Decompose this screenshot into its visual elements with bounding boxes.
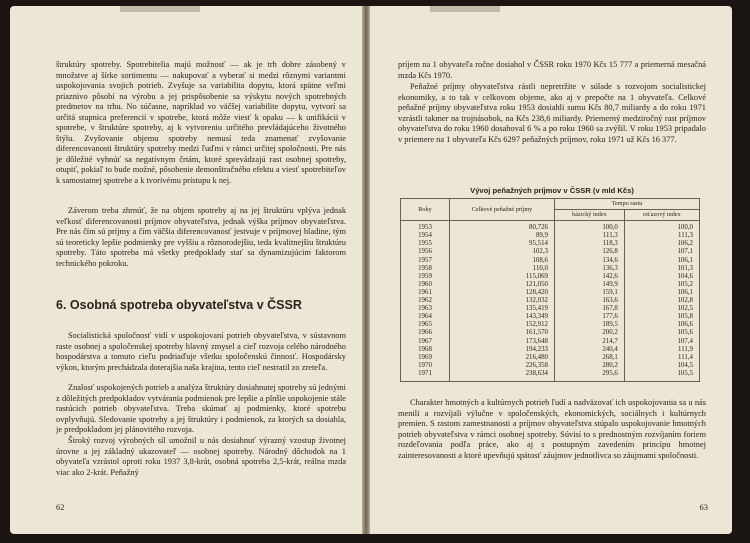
header-chain-index: reťazový index: [624, 210, 699, 221]
cell-base-index: 136,3: [555, 265, 625, 273]
table-row: [401, 354, 700, 362]
table-row: [401, 265, 700, 273]
header-year: Roky: [401, 199, 450, 221]
cell-base-index: 126,8: [555, 248, 625, 256]
table-row: [401, 257, 700, 265]
cell-year: 1971: [401, 370, 450, 382]
cell-chain-index: 102,8: [624, 297, 699, 305]
cell-year: 1953: [401, 221, 450, 233]
cell-year: 1956: [401, 248, 450, 256]
cell-year: 1966: [401, 329, 450, 337]
cell-base-index: 214,7: [555, 338, 625, 346]
cell-total: 143,349: [450, 313, 555, 321]
header-base-index: bázický index: [555, 210, 625, 221]
cell-total: 161,570: [450, 329, 555, 337]
cell-year: 1958: [401, 265, 450, 273]
cell-total: 108,6: [450, 257, 555, 265]
page-number: 63: [699, 502, 708, 512]
cell-chain-index: 106,6: [624, 321, 699, 329]
cell-total: 121,050: [450, 281, 555, 289]
cell-total: 226,358: [450, 362, 555, 370]
paragraph: Široký rozvoj výrobných síl umožnil u nás dosiahnuť výrazný vzostup životnej úrovne a jej základný ukazovateľ — osobnej spotreby. Národný dôchodok na 1 obyvateľa vzrástol oproti roku 1937 3,8-krát, osobná spotreba 2,5-krát, reálna mzda viac ako 2-krát. Peňažný: [56, 436, 346, 477]
book-gutter: [362, 6, 370, 534]
cell-chain-index: 105,5: [624, 370, 699, 382]
cell-total: 216,480: [450, 354, 555, 362]
cell-year: 1962: [401, 297, 450, 305]
paragraph: Socialistická spoločnosť vidí v uspokojovaní potrieb obyvateľstva, v sústavnom raste osobnej a spoločenskej spotreby hlavný zmysel a cieľ rozvoja celého národného hospodárstva a tomuto cieľu podriaďuje všetku spoločenskú činnosť. Hospodársky výkon, ktorým prechádzala doterajšia naša krajina, tento cieľ nestratil zo zreteľa.: [56, 331, 346, 372]
table-row: [401, 329, 700, 337]
cell-year: 1955: [401, 240, 450, 248]
cell-base-index: 200,2: [555, 329, 625, 337]
table-title: Vývoj peňažných príjmov v ČSSR (v mld Kčs): [470, 186, 634, 195]
table-row: [401, 362, 700, 370]
cell-base-index: 167,8: [555, 305, 625, 313]
cell-year: 1961: [401, 289, 450, 297]
cell-chain-index: 102,5: [624, 305, 699, 313]
paragraph: Záverom treba zhrnúť, že na objem spotreby aj na jej štruktúru vplýva jednak veľkosť diferencovanosti príjmov obyvateľstva, jednak výška príjmov obyvateľstva. Pre nás čím sú príjmy a čím väčšia diferencovanosť jestvuje v príjmovej hladine, tým sú teoreticky lepšie podmienky pre vyššiu a rôznorodejšiu, teda kvalitnejšiu štruktúru spotreby. Táto spotreba má všetky predpoklady stať sa dynamizujúcim faktorom technického pokroku.: [56, 206, 346, 268]
cell-chain-index: 111,9: [624, 346, 699, 354]
cell-chain-index: 105,8: [624, 313, 699, 321]
cell-total: 135,419: [450, 305, 555, 313]
table-row: [401, 305, 700, 313]
cell-base-index: 189,5: [555, 321, 625, 329]
cell-year: 1970: [401, 362, 450, 370]
cell-total: 128,420: [450, 289, 555, 297]
page-number: 62: [56, 502, 65, 512]
cell-total: 89,9: [450, 232, 555, 240]
table-row: [401, 273, 700, 281]
cell-base-index: 163,6: [555, 297, 625, 305]
cell-year: 1965: [401, 321, 450, 329]
cell-total: 80,726: [450, 221, 555, 233]
cell-base-index: 240,4: [555, 346, 625, 354]
cell-base-index: 280,2: [555, 362, 625, 370]
cell-chain-index: 111,4: [624, 354, 699, 362]
cell-year: 1967: [401, 338, 450, 346]
cell-total: 95,514: [450, 240, 555, 248]
table-row: [401, 346, 700, 354]
income-table: [400, 198, 700, 382]
cell-base-index: 134,6: [555, 257, 625, 265]
table-row: [401, 232, 700, 240]
cell-base-index: 159,1: [555, 289, 625, 297]
table-row: [401, 221, 700, 233]
cell-base-index: 142,6: [555, 273, 625, 281]
cell-base-index: 111,3: [555, 232, 625, 240]
cell-chain-index: 101,3: [624, 265, 699, 273]
cell-total: 132,032: [450, 297, 555, 305]
cell-chain-index: 105,6: [624, 329, 699, 337]
cell-chain-index: 100,0: [624, 221, 699, 233]
table-row: [401, 321, 700, 329]
right-page: [370, 6, 732, 534]
cell-chain-index: 107,1: [624, 248, 699, 256]
cell-chain-index: 106,2: [624, 240, 699, 248]
cell-chain-index: 106,1: [624, 289, 699, 297]
table-row: [401, 240, 700, 248]
cell-total: 173,648: [450, 338, 555, 346]
cell-year: 1959: [401, 273, 450, 281]
cell-year: 1957: [401, 257, 450, 265]
table-row: [401, 281, 700, 289]
table-row: [401, 313, 700, 321]
cell-year: 1960: [401, 281, 450, 289]
cell-total: 115,069: [450, 273, 555, 281]
paragraph: Peňažné príjmy obyvateľstva rástli nepretržite v súlade s rozvojom socialistickej ekonomiky, a to tak v celkovom objeme, ako aj v prepočte na 1 obyvateľa. Celkové peňažné príjmy obyvateľstva roku 1953 dosiahli sumu Kčs 80,7 miliardy a do roku 1971 vzrástli takmer na trojnásobok, na Kčs 238,6 miliardy. Priemerný medziročný rast príjmov obyvateľstva do roku 1960 dosahoval 6 % a po roku 1960 sa zvýšil. V roku 1953 pripadalo v priemere na 1 obyvateľa Kčs 6297 peňažných príjmov, roku 1971 už Kčs 16 377.: [398, 82, 706, 144]
cell-base-index: 268,1: [555, 354, 625, 362]
cell-total: 152,912: [450, 321, 555, 329]
cell-total: 238,634: [450, 370, 555, 382]
header-total: Celkové peňažné príjmy: [450, 199, 555, 221]
cell-total: 102,3: [450, 248, 555, 256]
cell-base-index: 118,3: [555, 240, 625, 248]
left-page: [10, 6, 362, 534]
cell-base-index: 100,0: [555, 221, 625, 233]
cell-year: 1968: [401, 346, 450, 354]
paragraph: Znalosť uspokojených potrieb a analýza štruktúry dosiahnutej spotreby sú jednými z dôležitých predpokladov vytvárania podmienok pre lepšie a plnšie uspokojenie stále rastúcich potrieb obyvateľstva. Treba skúmať aj podmienky, ktoré spotrebu ovplyvňujú. Sledovanie spotreby a jej štruktúry i podmienok, za ktorých sa dosiahla, je predpokladom jej plánovitého rozvoja.: [56, 383, 346, 435]
cell-base-index: 149,9: [555, 281, 625, 289]
cell-base-index: 177,6: [555, 313, 625, 321]
cell-total: 110,0: [450, 265, 555, 273]
cell-chain-index: 111,3: [624, 232, 699, 240]
cell-year: 1964: [401, 313, 450, 321]
table-row: [401, 338, 700, 346]
table-row: [401, 297, 700, 305]
paragraph: príjem na 1 obyvateľa ročne dosiahol v ČSSR roku 1970 Kčs 15 777 a priemerná mesačná mzda Kčs 1970.: [398, 60, 706, 80]
top-bleed-mark: [430, 6, 500, 12]
top-bleed-mark: [120, 6, 200, 12]
cell-chain-index: 104,5: [624, 362, 699, 370]
paragraph: Charakter hmotných a kultúrnych potrieb ľudí a nadväzovať ich uspokojovania sa u nás menili a rozvíjali výlučne v spoločenských, ekonomických, sociálnych i kultúrnych premien. S rastom zamestnanosti a príjmov obyvateľstva stúpalo uspokojovanie hmotných potrieb obyvateľstva v rámci osobnej spotreby. Súvisí to s prednostným rozvíjaním foriem rozdeľovania podľa práce, ako aj s postupným zavedením princípu hmotnej zainteresovanosti a ktoré upevňujú spätosť záujmov jednotlivca so záujmami spoločnosti.: [398, 398, 706, 460]
paragraph: štruktúry spotreby. Spotrebitelia majú možnosť — ak je trh dobre zásobený v množstve aj šírke sortimentu — nakupovať a vyberať si medzi rôznymi variantmi uspokojovania svojich potrieb. Zvyšuje sa variabilita dopytu, ktorá spätne veľmi priaznivo pôsobí na výrobu a jej prispôsobenie sa výskytu nových spotrebných predmetov na trhu. No súčasne, napríklad vo väčšej variabilite dopytu, vytvorí sa určitá stupnica preferencií v spotrebe, ktorá môže viesť k opaku — k unifikácii v spotrebe, v štruktúre spotreby, aj k vytvoreniu určitého prevládajúceho životného štýlu. Zvyšovanie objemu spotreby nemusí teda znamenať zvyšovanie diferencovanosti štruktúry spotreby medzi ľuďmi v rámci určitej spoločnosti. Pre nás je dôležité vyhnúť sa negatívnym črtám, ktoré sprevádzajú rast osobnej spotreby, otupiť, pokiaľ to bude možné, pôsobenie demonštračného efektu a viesť spotrebiteľov k samostatnej spotrebe a k tvorivému prístupu k nej.: [56, 60, 346, 186]
cell-year: 1969: [401, 354, 450, 362]
cell-base-index: 295,6: [555, 370, 625, 382]
section-heading: 6. Osobná spotreba obyvateľstva v ČSSR: [56, 298, 302, 312]
cell-chain-index: 107,4: [624, 338, 699, 346]
cell-year: 1963: [401, 305, 450, 313]
table-row: [401, 289, 700, 297]
table-row: [401, 248, 700, 256]
cell-chain-index: 104,6: [624, 273, 699, 281]
cell-chain-index: 105,2: [624, 281, 699, 289]
table-row: [401, 370, 700, 382]
cell-year: 1954: [401, 232, 450, 240]
cell-total: 194,233: [450, 346, 555, 354]
cell-chain-index: 106,1: [624, 257, 699, 265]
header-rate: Tempo rastu: [555, 199, 700, 210]
